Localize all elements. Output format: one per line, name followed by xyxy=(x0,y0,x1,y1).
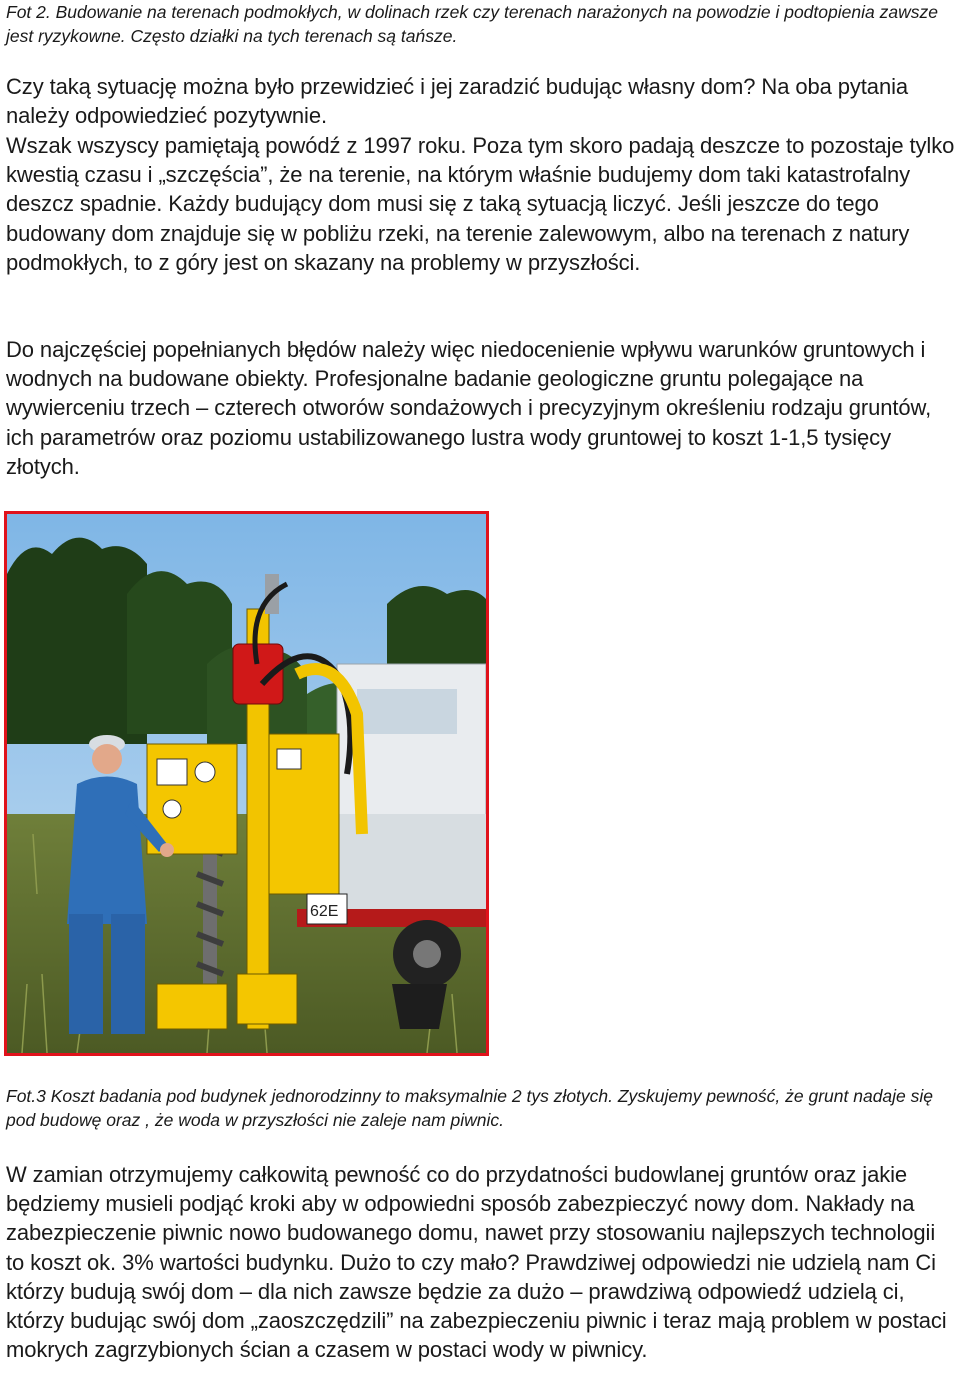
paragraph-flood: Wszak wszyscy pamiętają powódź z 1997 roku. Poza tym skoro padają deszcze to pozostaje tylko kwestią czasu i „szczęścia”, że na terenie, na którym właśnie budujemy dom taki katastrofalny deszcz spadnie. Każdy budujący dom musi się z taką sytuacją liczyć. Jeśli jeszcze do tego budowany dom znajduje się w pobliżu rzeki, na terenie zalewowym, albo na terenach z natury podmokłych, to z góry jest on skazany na problemy w przyszłości. xyxy=(6,133,955,275)
drilling-rig-illustration xyxy=(7,514,486,1053)
photo-caption-fot3: Fot.3 Koszt badania pod budynek jednorodzinny to maksymalnie 2 tys złotych. Zyskujemy pewność, że grunt nadaje się pod budowę oraz , że woda w przyszłości nie zaleje nam piwnic. xyxy=(6,1086,934,1130)
paragraph-question: Czy taką sytuację można było przewidzieć i jej zaradzić budując własny dom? Na oba pytania należy odpowiedzieć pozytywnie. xyxy=(6,74,909,129)
drilling-rig-photo xyxy=(4,511,489,1056)
photo-caption-fot2: Fot 2. Budowanie na terenach podmokłych, w dolinach rzek czy terenach narażonych na powodzie i podtopienia zawsze jest ryzykowne. Często działki na tych terenach są tańsze. xyxy=(6,2,938,46)
paragraph-conclusion: W zamian otrzymujemy całkowitą pewność co do przydatności budowlanej gruntów oraz jakie będziemy musieli podjąć kroki aby w odpowiedni sposób zabezpieczyć nowy dom. Nakłady na zabezpieczenie piwnic nowo budowanego domu, nawet przy stosowaniu najlepszych technologii to koszt ok. 3% wartości budynku. Dużo to czy mało? Prawdziwej odpowiedzi nie udzielą nam Ci którzy budują swój dom – dla nich zawsze będzie za dużo – prawdziwą odpowiedź udzielą ci, którzy budując swój dom „zaoszczędzili” na zabezpieczeniu piwnic i teraz mają problem w postaci mokrych zagrzybionych ścian a czasem w postaci wody w piwnicy. xyxy=(6,1162,947,1363)
bucket xyxy=(392,984,447,1029)
plate-text: 62E xyxy=(310,903,339,920)
paragraph-geology: Do najczęściej popełnianych błędów należy więc niedocenienie wpływu warunków gruntowych i wodnych na budowane obiekty. Profesjonalne badanie geologiczne gruntu polegające na wywierceniu trzech – czterech otworów sondażowych i precyzyjnym określeniu rodzaju gruntów, ich parametrów oraz poziomu ustabilizowanego lustra wody gruntowej to koszt 1-1,5 tysięcy złotych. xyxy=(6,337,932,479)
